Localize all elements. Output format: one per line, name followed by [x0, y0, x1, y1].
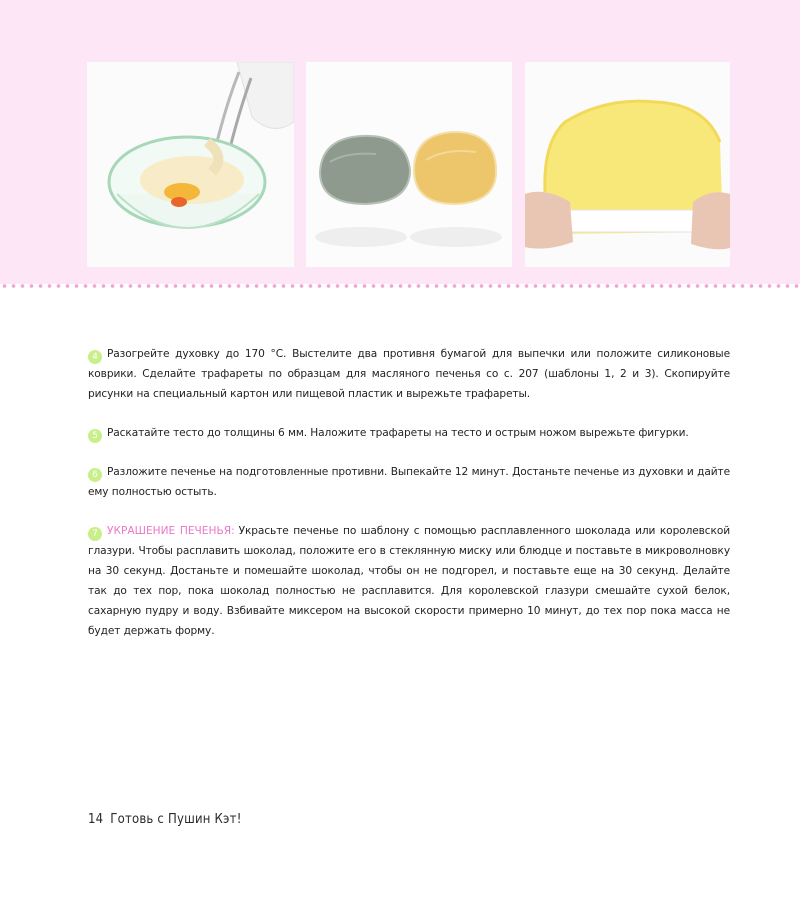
- step-6: [88, 462, 730, 502]
- step-heading: УКРАШЕНИЕ ПЕЧЕНЬЯ:: [107, 525, 235, 537]
- step-5: [88, 423, 730, 443]
- rolled-dough-photo: [525, 62, 730, 267]
- step-number-badge: 7: [88, 527, 102, 541]
- instructions: [88, 344, 730, 660]
- step-text: Разогрейте духовку до 170 °С. Выстелите два противня бумагой для выпечки или положите силиконовые коврики. Сделайте трафареты по образцам для масляного печенья со с. 207 (шаблоны 1, 2 и 3). Скопируйте рисунки на специальный картон или пищевой пластик и вырежьте трафареты.: [88, 348, 730, 400]
- page-footer: [88, 812, 242, 827]
- step-text: Разложите печенье на подготовленные противни. Выпекайте 12 минут. Достаньте печенье из духовки и дайте ему полностью остыть.: [88, 466, 730, 498]
- page-number: 14: [88, 812, 104, 827]
- step-text: Украсьте печенье по шаблону с помощью расплавленного шоколада или королевской глазури. Чтобы расплавить шоколад, положите его в стеклянную миску или блюдце и поставьте в микроволновку на 30 секунд. Достаньте и помешайте шоколад, чтобы он не подгорел, и поставьте еще на 30 секунд. Делайте так до тех пор, пока шоколад полностью не расплавится. Для королевской глазури смешайте сухой белок, сахарную пудру и воду. Взбивайте миксером на высокой скорости примерно 10 минут, до тех пор пока масса не будет держать форму.: [88, 525, 730, 637]
- mixer-bowl-photo: [87, 62, 294, 267]
- step-4: [88, 344, 730, 404]
- dough-balls-photo: [306, 62, 512, 267]
- step-number-badge: 6: [88, 468, 102, 482]
- step-text: Раскатайте тесто до толщины 6 мм. Наложите трафареты на тесто и острым ножом вырежьте фигурки.: [107, 427, 689, 439]
- book-title: Готовь с Пушин Кэт!: [110, 812, 242, 827]
- step-7: [88, 521, 730, 641]
- step-number-badge: 4: [88, 350, 102, 364]
- dotted-divider: [0, 283, 800, 289]
- step-number-badge: 5: [88, 429, 102, 443]
